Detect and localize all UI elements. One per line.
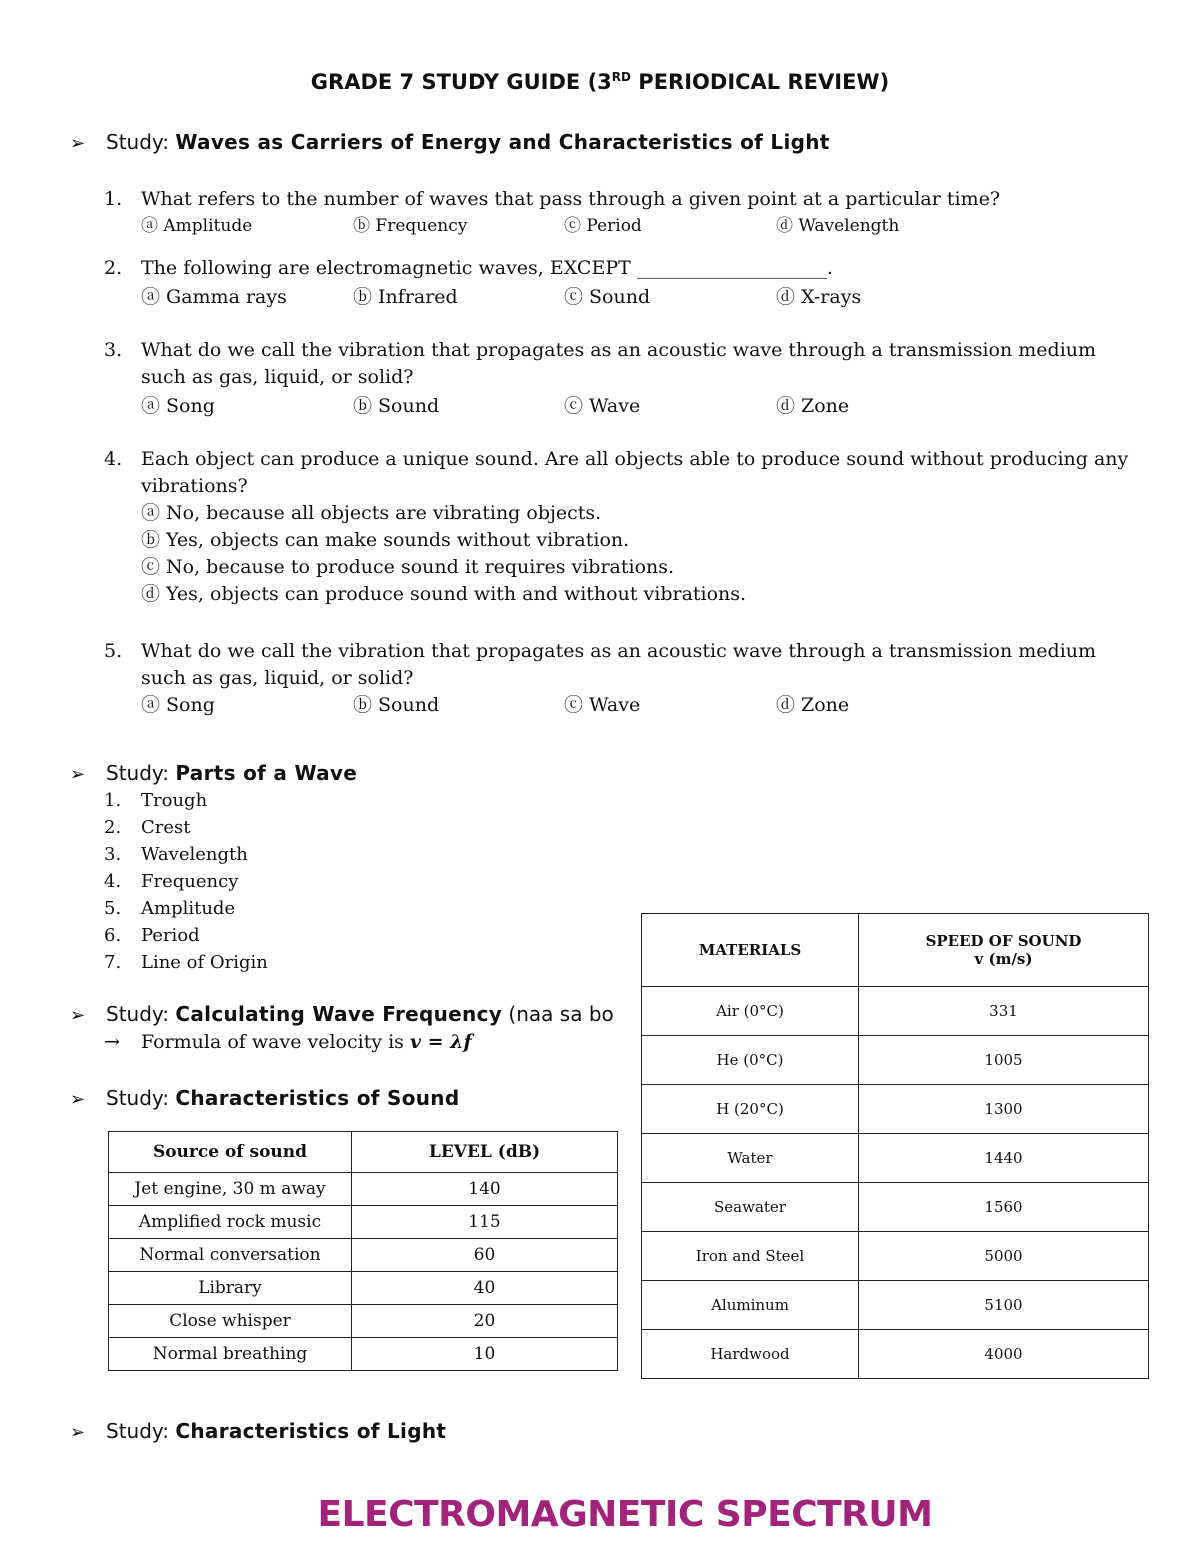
- option-b: ⓑ Infrared: [353, 286, 458, 308]
- option-c: ⓒ Period: [564, 216, 642, 236]
- option-c: ⓒ Wave: [564, 395, 641, 417]
- wave-parts-list: [104, 787, 268, 976]
- table-row: H (20°C) 1300: [642, 1085, 1149, 1134]
- table-row: Amplified rock music 115: [109, 1206, 618, 1239]
- list-item: 7. Line of Origin: [104, 952, 268, 973]
- option-d: ⓓ X-rays: [776, 286, 862, 308]
- option-b: ⓑ Yes, objects can make sounds without vibration.: [141, 529, 630, 551]
- speed-of-sound-table: [641, 913, 1149, 1379]
- table-row: Normal breathing 10: [109, 1338, 618, 1371]
- electromagnetic-spectrum-heading: ELECTROMAGNETIC SPECTRUM: [317, 1494, 933, 1535]
- arrow-bullet-icon: ➢: [70, 133, 86, 154]
- option-b: ⓑ Sound: [353, 694, 440, 716]
- option-a: ⓐ Gamma rays: [141, 286, 287, 308]
- table-row: Aluminum 5100: [642, 1281, 1149, 1330]
- table-header-row: MATERIALS SPEED OF SOUND v (m/s): [642, 914, 1149, 987]
- question-3: 3. What do we call the vibration that propagates as an acoustic wave through a transmission medium such as gas, liquid, or solid? ⓐ Song ⓑ Sound ⓒ Wave ⓓ Zone: [104, 337, 1134, 420]
- option-c: ⓒ No, because to produce sound it requires vibrations.: [141, 556, 675, 578]
- option-b: ⓑ Sound: [353, 395, 440, 417]
- table-row: Air (0°C) 331: [642, 987, 1149, 1036]
- study-heading-sound: ➢ Study: Characteristics of Sound: [70, 1086, 460, 1110]
- option-a: ⓐ Song: [141, 694, 215, 716]
- table-row: Iron and Steel 5000: [642, 1232, 1149, 1281]
- table-row: Seawater 1560: [642, 1183, 1149, 1232]
- option-d: ⓓ Zone: [776, 395, 850, 417]
- list-item: 6. Period: [104, 925, 200, 946]
- wave-velocity-formula: → Formula of wave velocity is v = λf: [104, 1031, 472, 1053]
- table-row: Jet engine, 30 m away 140: [109, 1173, 618, 1206]
- table-row: Water 1440: [642, 1134, 1149, 1183]
- option-b: ⓑ Frequency: [353, 216, 468, 236]
- option-d: ⓓ Wavelength: [776, 216, 900, 236]
- study-heading-parts: ➢ Study: Parts of a Wave: [70, 761, 358, 785]
- page-title: GRADE 7 STUDY GUIDE (3RD PERIODICAL REVIEW): [310, 70, 890, 94]
- table-row: Hardwood 4000: [642, 1330, 1149, 1379]
- table-row: Normal conversation 60: [109, 1239, 618, 1272]
- option-d: ⓓ Yes, objects can produce sound with and without vibrations.: [141, 583, 747, 605]
- table-row: He (0°C) 1005: [642, 1036, 1149, 1085]
- question-1: 1. What refers to the number of waves that pass through a given point at a particular time? ⓐ Amplitude ⓑ Frequency ⓒ Period ⓓ Wavelength: [104, 186, 1134, 240]
- arrow-bullet-icon: ➢: [70, 1005, 86, 1026]
- list-item: 2. Crest: [104, 817, 191, 838]
- study-heading-waves: ➢ Study: Waves as Carriers of Energy and Characteristics of Light: [70, 130, 830, 154]
- option-c: ⓒ Sound: [564, 286, 651, 308]
- sound-level-table: [108, 1131, 618, 1371]
- study-heading-frequency: ➢ Study: Calculating Wave Frequency (naa sa bo: [70, 1002, 614, 1026]
- option-a: ⓐ No, because all objects are vibrating objects.: [141, 502, 602, 524]
- list-item: 5. Amplitude: [104, 898, 236, 919]
- question-5: 5. What do we call the vibration that propagates as an acoustic wave through a transmission medium such as gas, liquid, or solid? ⓐ Song ⓑ Sound ⓒ Wave ⓓ Zone: [104, 638, 1134, 719]
- option-c: ⓒ Wave: [564, 694, 641, 716]
- list-item: 1. Trough: [104, 790, 208, 811]
- table-row: Library 40: [109, 1272, 618, 1305]
- arrow-bullet-icon: ➢: [70, 764, 86, 785]
- option-a: ⓐ Song: [141, 395, 215, 417]
- list-item: 3. Wavelength: [104, 844, 248, 865]
- arrow-bullet-icon: ➢: [70, 1089, 86, 1110]
- question-4: 4. Each object can produce a unique sound. Are all objects able to produce sound without producing any vibrations? ⓐ No, because all objects are vibrating objects. ⓑ Yes, objects can make sounds without vibration. ⓒ No, because to produce sound it requires vibrations. ⓓ Yes, objects can produce sound with and without vibrations.: [104, 446, 1134, 608]
- table-header-row: Source of sound LEVEL (dB): [109, 1132, 618, 1173]
- option-a: ⓐ Amplitude: [141, 216, 253, 236]
- table-row: Close whisper 20: [109, 1305, 618, 1338]
- list-item: 4. Frequency: [104, 871, 239, 892]
- study-heading-light: ➢ Study: Characteristics of Light: [70, 1419, 447, 1443]
- arrow-bullet-icon: ➢: [70, 1422, 86, 1443]
- question-2: 2. The following are electromagnetic waves, EXCEPT ____________________. ⓐ Gamma rays ⓑ Infrared ⓒ Sound ⓓ X-rays: [104, 255, 1134, 311]
- option-d: ⓓ Zone: [776, 694, 850, 716]
